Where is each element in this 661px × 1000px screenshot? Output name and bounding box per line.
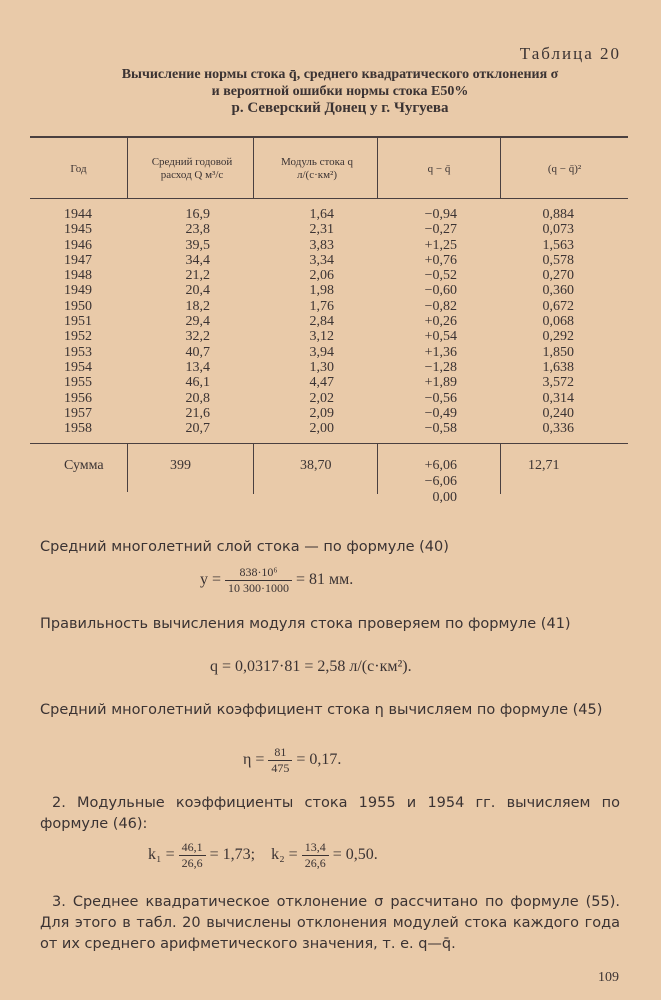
table-cell: 46,1 <box>185 375 210 391</box>
table-cell: 18,2 <box>185 298 210 314</box>
table-cell: −0,52 <box>424 268 457 284</box>
caption-line: р. Северский Донец у г. Чугуева <box>231 100 449 116</box>
table-cell: 3,83 <box>309 237 334 253</box>
sum-dev-negative: −6,06 <box>424 474 457 489</box>
sum-deviation <box>410 458 457 506</box>
formula-rhs: = 81 мм. <box>296 571 354 589</box>
table-cell: 0,314 <box>542 390 574 406</box>
table-cell: 1948 <box>64 268 92 284</box>
formula-rhs: = 0,50. <box>332 846 378 864</box>
sum-dev-total: 0,00 <box>432 490 457 505</box>
caption-line: и вероятной ошибки нормы стока E50% <box>211 84 469 99</box>
table-cell: 1950 <box>64 298 92 314</box>
sum-dev-positive: +6,06 <box>424 458 457 473</box>
table-cell: 1954 <box>64 359 92 375</box>
table-cell: 1956 <box>64 390 92 406</box>
table-cell: −0,58 <box>424 421 457 437</box>
table-cell: 20,4 <box>185 283 210 299</box>
table-cell: −0,27 <box>424 222 457 238</box>
table-cell: 20,7 <box>185 421 210 437</box>
table-cell: 2,09 <box>309 405 334 421</box>
denominator: 10 300·1000 <box>228 581 290 595</box>
header-deviation: q − q̄ <box>427 162 451 175</box>
table-cell: 1945 <box>64 222 92 238</box>
caption-line: Вычисление нормы стока q̄, среднего квадратического отклонения σ <box>121 67 559 82</box>
table-cell: 0,068 <box>542 314 574 330</box>
table-cell: 1955 <box>64 375 92 391</box>
table-top-rule <box>30 136 628 138</box>
table-cell: 1,76 <box>309 298 334 314</box>
discharge-column <box>170 207 210 436</box>
paragraph: 2. Модульные коэффициенты стока 1955 и 1954 гг. вычисляем по формуле (46): <box>40 795 620 832</box>
header-year: Год <box>70 162 87 175</box>
table-cell: −0,94 <box>424 207 457 222</box>
table-cell: 1,64 <box>309 207 334 222</box>
paragraph: Средний многолетний коэффициент стока η вычисляем по формуле (45) <box>40 702 603 718</box>
table-cell: 0,292 <box>542 329 574 345</box>
numerator: 81 <box>268 745 292 761</box>
table-cell: 23,8 <box>185 222 210 238</box>
sum-rule <box>30 443 628 444</box>
table-cell: 1947 <box>64 252 92 268</box>
numerator: 13,4 <box>302 840 329 856</box>
table-cell: 39,5 <box>185 237 210 253</box>
denominator: 475 <box>271 761 290 775</box>
table-cell: 1958 <box>64 421 92 437</box>
header-deviation-squared: (q − q̄)² <box>547 162 582 175</box>
deviation-column <box>405 207 457 436</box>
table-cell: −0,49 <box>424 405 457 421</box>
table-cell: −1,28 <box>424 359 457 375</box>
paragraph: Средний многолетний слой стока — по формуле (40) <box>40 539 449 555</box>
table-cell: 29,4 <box>185 314 210 330</box>
table-cell: +1,25 <box>424 237 457 253</box>
formula-lhs: k₂ = <box>271 846 298 864</box>
formula-lhs: y = <box>200 571 222 589</box>
table-cell: 1957 <box>64 405 92 421</box>
table-cell: +1,89 <box>424 375 457 391</box>
page-number: 109 <box>598 970 619 985</box>
paragraph: 3. Среднее квадратическое отклонение σ рассчитано по формуле (55). Для этого в табл. 20 вычислены отклонения модулей стока каждого года от их среднего арифметического значения, т. е. q—q̄. <box>40 894 620 952</box>
header-rule <box>30 198 628 199</box>
table-cell: 0,578 <box>542 252 574 268</box>
table-cell: 1,98 <box>309 283 334 299</box>
denominator: 26,6 <box>181 856 203 870</box>
table-cell: −0,60 <box>424 283 457 299</box>
table-cell: 1,30 <box>309 359 334 375</box>
table-cell: 21,2 <box>185 268 210 284</box>
table-cell: 0,884 <box>542 207 574 222</box>
table-cell: +1,36 <box>424 344 457 360</box>
table-cell: 2,02 <box>309 390 334 406</box>
numerator: 838·10⁶ <box>225 565 292 581</box>
table-cell: +0,26 <box>424 314 457 330</box>
table-cell: 4,47 <box>309 375 334 391</box>
table-cell: 0,073 <box>542 222 574 238</box>
table-cell: 0,240 <box>542 405 574 421</box>
formula-46 <box>148 840 378 871</box>
table-cell: 0,672 <box>542 298 574 314</box>
table-cell: 34,4 <box>185 252 210 268</box>
year-column <box>64 207 92 436</box>
table-label: Таблица 20 <box>519 44 621 63</box>
table-cell: 0,360 <box>542 283 574 299</box>
formula-lhs: η = <box>243 751 265 769</box>
formula-rhs: = 1,73; <box>209 846 256 864</box>
modulus-column <box>290 207 334 436</box>
table-cell: +0,76 <box>424 252 457 268</box>
table-cell: 3,12 <box>309 329 334 345</box>
formula-45 <box>243 745 341 776</box>
sum-discharge: 399 <box>170 458 191 473</box>
formula-lhs: k₁ = <box>148 846 175 864</box>
table-cell: 3,34 <box>309 252 334 268</box>
table-cell: 1,850 <box>542 344 574 360</box>
formula-40 <box>200 565 353 596</box>
table-cell: 2,06 <box>309 268 334 284</box>
table-cell: 13,4 <box>185 359 210 375</box>
sum-modulus: 38,70 <box>300 458 332 473</box>
formula-41: q = 0,0317·81 = 2,58 л/(с·км²). <box>210 658 412 675</box>
header-modulus: Модуль стока q л/(с·км²) <box>281 156 353 181</box>
table-cell: 1946 <box>64 237 92 253</box>
table-cell: −0,82 <box>424 298 457 314</box>
sum-deviation-squared: 12,71 <box>528 458 560 473</box>
table-cell: 2,00 <box>309 421 334 437</box>
table-cell: +0,54 <box>424 329 457 345</box>
formula-rhs: = 0,17. <box>296 751 342 769</box>
table-caption <box>40 66 640 117</box>
table-cell: 2,84 <box>309 314 334 330</box>
table-cell: 1944 <box>64 207 92 222</box>
table-cell: −0,56 <box>424 390 457 406</box>
deviation-squared-column <box>530 207 574 436</box>
paragraph: Правильность вычисления модуля стока проверяем по формуле (41) <box>40 616 571 632</box>
table-cell: 2,31 <box>309 222 334 238</box>
table-cell: 21,6 <box>185 405 210 421</box>
table-cell: 1953 <box>64 344 92 360</box>
sum-label: Сумма <box>64 458 104 473</box>
table-cell: 1949 <box>64 283 92 299</box>
numerator: 46,1 <box>179 840 206 856</box>
table-cell: 20,8 <box>185 390 210 406</box>
header-discharge: Средний годовой расход Q м³/с <box>151 156 233 181</box>
table-cell: 1,563 <box>542 237 574 253</box>
table-cell: 3,572 <box>542 375 574 391</box>
table-cell: 1,638 <box>542 359 574 375</box>
table-cell: 0,270 <box>542 268 574 284</box>
table-cell: 16,9 <box>185 207 210 222</box>
table-cell: 32,2 <box>185 329 210 345</box>
table-cell: 3,94 <box>309 344 334 360</box>
table-cell: 1952 <box>64 329 92 345</box>
denominator: 26,6 <box>304 856 326 870</box>
table-cell: 1951 <box>64 314 92 330</box>
table-cell: 0,336 <box>542 421 574 437</box>
table-cell: 40,7 <box>185 344 210 360</box>
